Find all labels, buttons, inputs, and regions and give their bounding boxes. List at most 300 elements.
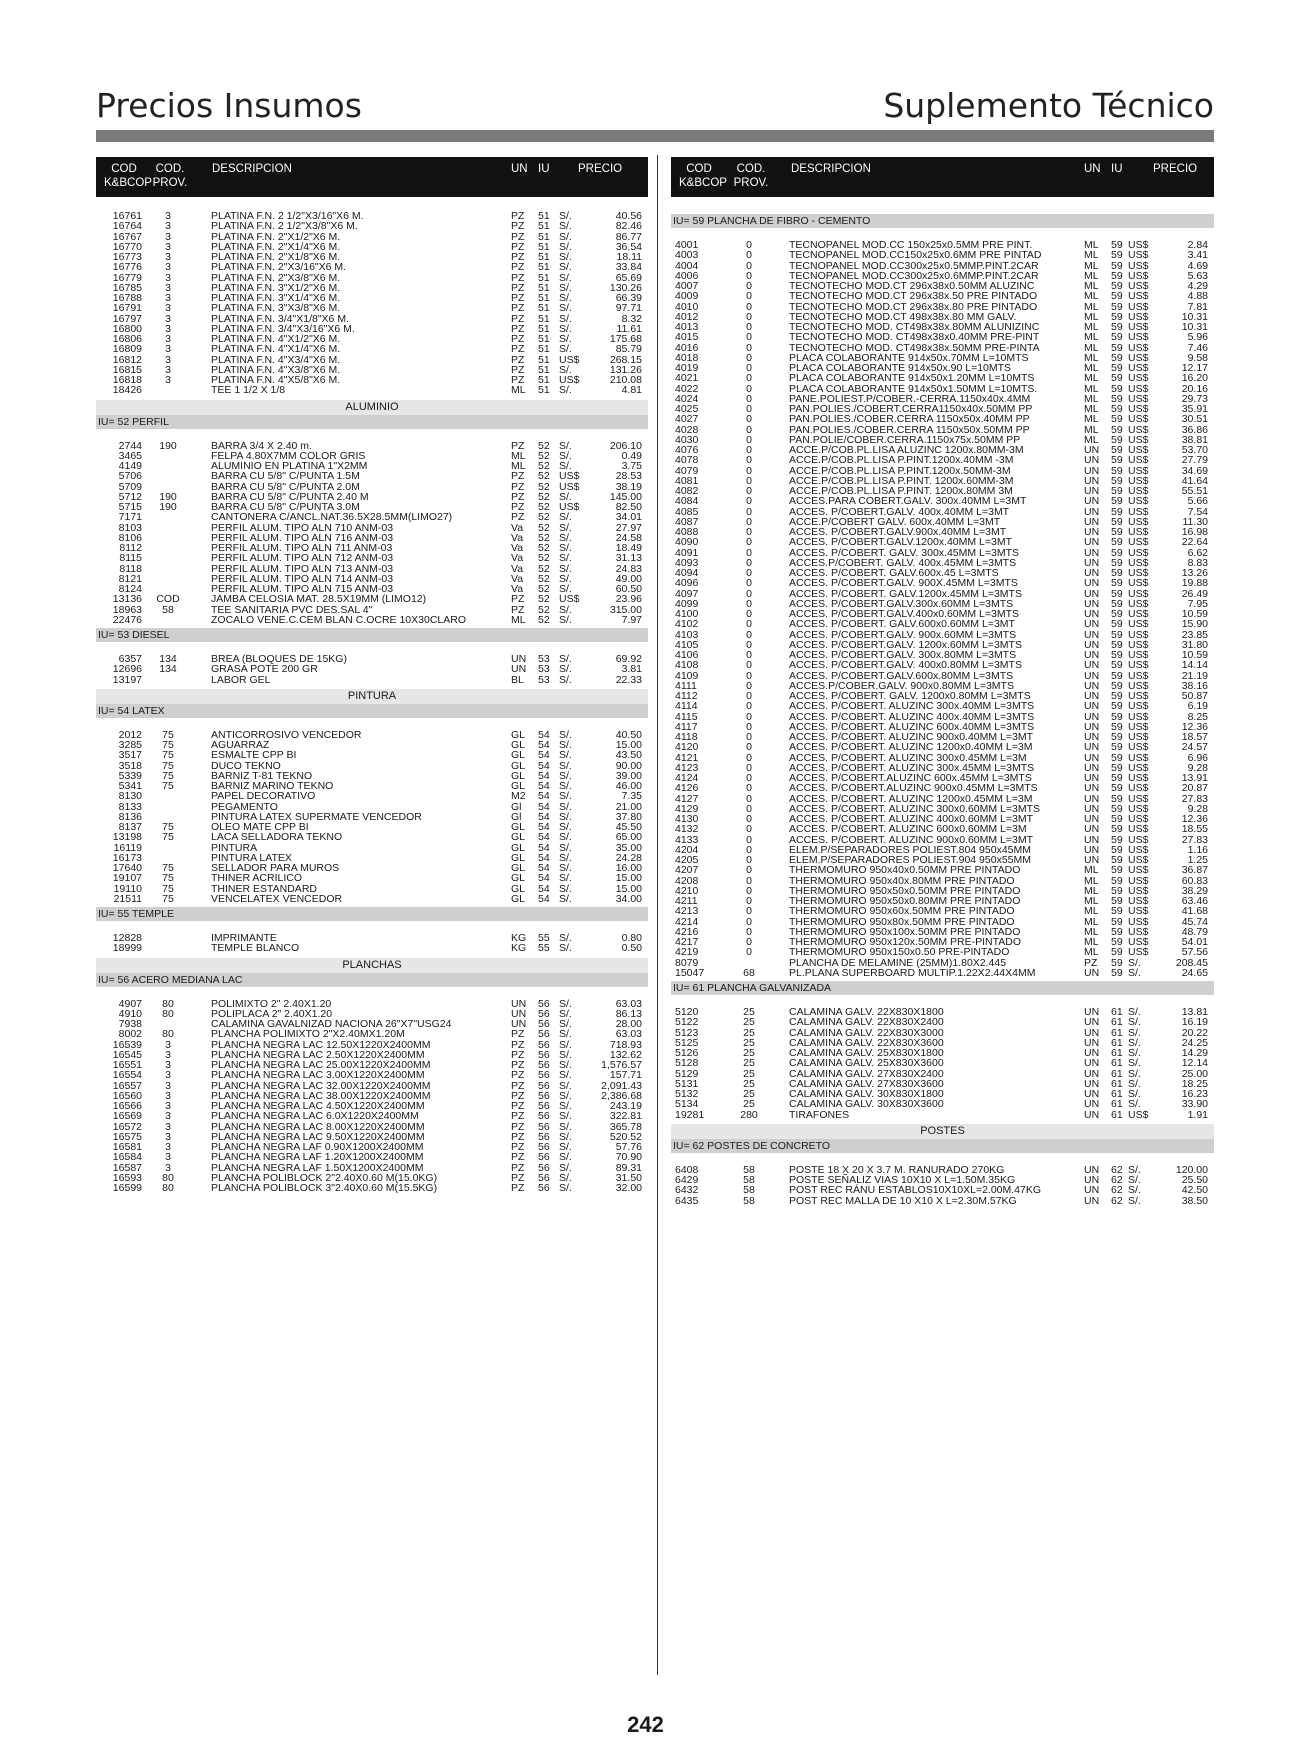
- cell-desc: PINTURA LATEX SUPERMATE VENCEDOR: [211, 810, 422, 823]
- cell-desc: POST REC MALLA DE 10 X10 X L=2.30M.57KG: [789, 1194, 1017, 1207]
- cell-prov: 0: [746, 587, 752, 600]
- cell-price: 322.81: [609, 1110, 642, 1123]
- cell-prov: 0: [746, 884, 752, 897]
- cell-price: 31.13: [615, 552, 642, 565]
- section-band: IU= 52 PERFIL: [96, 415, 648, 429]
- table-row: [671, 537, 1214, 547]
- cell-desc: THERMOMURO 950x50x0.50MM PRE PINTADO: [789, 884, 1021, 897]
- cell-un: UN: [1084, 823, 1100, 836]
- cell-un: UN: [1084, 1088, 1100, 1100]
- cell-cod: 8079: [675, 956, 699, 969]
- cell-prov: 0: [746, 269, 752, 282]
- cell-cod: 2744: [118, 439, 142, 452]
- cell-price: 60.83: [1181, 874, 1208, 887]
- cell-currency: S/.: [559, 780, 572, 792]
- cell-cod: 4076: [675, 444, 699, 456]
- table-row: [96, 675, 648, 685]
- table-row: [96, 594, 648, 604]
- cell-desc: THERMOMURO 950x40x.80MM PRE PINTADO: [789, 874, 1015, 887]
- cell-cod: 4088: [675, 526, 699, 538]
- cell-desc: PERFIL ALUM. TIPO ALN 710 ANM-03: [211, 521, 394, 534]
- cell-iu: 51: [538, 230, 550, 243]
- cell-un: PZ: [511, 490, 525, 503]
- table-header: [96, 157, 648, 197]
- cell-price: 24.57: [1181, 741, 1208, 754]
- cell-price: 46.00: [615, 780, 642, 792]
- cell-prov: 0: [746, 823, 752, 836]
- table-row: [96, 791, 648, 801]
- cell-price: 5.63: [1187, 269, 1208, 282]
- cell-currency: S/.: [559, 333, 572, 345]
- cell-iu: 59: [1111, 433, 1123, 446]
- cell-price: 2,386.68: [601, 1089, 642, 1102]
- cell-iu: 62: [1111, 1163, 1123, 1176]
- cell-price: 40.56: [615, 210, 642, 222]
- cell-cod: 16554: [112, 1069, 142, 1082]
- col-header-cod: COD K&BCOP: [104, 163, 152, 189]
- cell-currency: US$: [1128, 556, 1149, 569]
- cell-price: 15.00: [615, 872, 642, 885]
- cell-iu: 56: [538, 1018, 550, 1030]
- cell-price: 365.78: [609, 1120, 642, 1133]
- cell-price: 55.51: [1181, 485, 1208, 497]
- cell-desc: ACCES. P/COBERT.GALV. 400x0.80MM L=3MTS: [789, 659, 1022, 672]
- cell-price: 0.49: [621, 449, 642, 462]
- cell-currency: S/.: [559, 872, 572, 885]
- cell-prov: 190: [159, 439, 177, 452]
- cell-price: 0.80: [621, 932, 642, 944]
- cell-prov: 0: [746, 331, 752, 344]
- cell-cod: 5129: [675, 1067, 699, 1080]
- cell-un: UN: [1084, 720, 1100, 733]
- cell-iu: 51: [538, 384, 550, 397]
- cell-price: 27.83: [1181, 833, 1208, 846]
- cell-iu: 59: [1111, 536, 1123, 549]
- cell-un: PZ: [511, 1141, 525, 1153]
- cell-iu: 59: [1111, 925, 1123, 938]
- cell-prov: 0: [746, 526, 752, 538]
- cell-iu: 59: [1111, 659, 1123, 672]
- cell-prov: 0: [746, 895, 752, 907]
- cell-currency: S/.: [559, 1100, 572, 1112]
- cell-un: UN: [1084, 843, 1100, 856]
- cell-currency: S/.: [559, 1048, 572, 1061]
- cell-cod: 4091: [675, 546, 699, 559]
- cell-desc: PEGAMENTO: [211, 800, 278, 813]
- cell-iu: 52: [538, 572, 550, 585]
- cell-iu: 59: [1111, 638, 1123, 651]
- cell-currency: S/.: [559, 1079, 572, 1092]
- cell-iu: 52: [538, 511, 550, 524]
- cell-price: 15.90: [1181, 618, 1208, 631]
- cell-desc: THERMOMURO 950x100x.50MM PRE PINTADO: [789, 925, 1021, 938]
- cell-desc: THERMOMURO 950x50x0.80MM PRE PINTADO: [789, 895, 1021, 907]
- cell-price: 27.79: [1181, 454, 1208, 467]
- cell-price: 2,091.43: [601, 1079, 642, 1092]
- cell-price: 5.66: [1187, 495, 1208, 508]
- cell-iu: 59: [1111, 905, 1123, 918]
- cell-prov: 3: [165, 343, 171, 356]
- cell-un: UN: [1084, 782, 1100, 795]
- cell-cod: 4103: [675, 628, 699, 641]
- cell-price: 12.36: [1181, 813, 1208, 825]
- cell-iu: 52: [538, 449, 550, 462]
- cell-prov: 0: [746, 669, 752, 682]
- table-row: [671, 660, 1214, 670]
- cell-iu: 61: [1111, 1036, 1123, 1049]
- cell-desc: PLANCHA NEGRA LAC 38.00X1220X2400MM: [211, 1089, 431, 1102]
- cell-currency: US$: [1128, 936, 1149, 948]
- col-header-iu: IU: [1111, 163, 1123, 175]
- cell-un: ML: [1084, 895, 1099, 907]
- cell-desc: TECNOPANEL MOD.CC300x25x0.5MMP.PINT.2CAR: [789, 259, 1039, 272]
- cell-cod: 21511: [113, 892, 142, 905]
- cell-iu: 59: [1111, 618, 1123, 631]
- col-header-desc: DESCRIPCION: [212, 163, 292, 175]
- cell-un: UN: [1084, 1108, 1100, 1121]
- cell-un: PZ: [511, 1048, 525, 1061]
- cell-un: UN: [1084, 854, 1100, 866]
- cell-prov: 3: [165, 271, 171, 284]
- cell-un: ML: [1084, 392, 1099, 405]
- cell-desc: PLATINA F.N. 4"X1/4"X6 M.: [211, 343, 341, 356]
- cell-price: 6.19: [1187, 700, 1208, 713]
- cell-cod: 16809: [112, 343, 142, 356]
- cell-price: 23.96: [615, 593, 642, 606]
- cell-currency: S/.: [559, 841, 572, 854]
- cell-iu: 59: [1111, 782, 1123, 795]
- cell-un: UN: [1084, 1194, 1100, 1207]
- cell-price: 49.00: [615, 572, 642, 585]
- cell-currency: S/.: [559, 749, 572, 762]
- cell-currency: S/.: [559, 1130, 572, 1143]
- cell-cod: 16818: [112, 374, 142, 386]
- cell-un: UN: [1084, 1067, 1100, 1080]
- cell-desc: PAN.POLIE/COBER.CERRA.1150x75x.50MM PP: [789, 433, 1021, 446]
- cell-cod: 8133: [118, 800, 142, 813]
- cell-desc: ACCES. P/COBERT.GALV.600x.80MM L=3MTS: [789, 669, 1014, 682]
- cell-desc: CALAMINA GALV. 27X830X2400: [789, 1067, 944, 1080]
- cell-iu: 51: [538, 363, 550, 376]
- cell-prov: 3: [165, 292, 171, 304]
- cell-iu: 59: [1111, 751, 1123, 764]
- cell-cod: 4105: [675, 638, 699, 651]
- cell-price: 57.56: [1181, 946, 1208, 959]
- cell-desc: ACCES. P/COBERT. GALV. 300x.45MM L=3MTS: [789, 546, 1020, 559]
- cell-cod: 12696: [112, 663, 142, 676]
- cell-desc: ELEM.P/SEPARADORES POLIEST.904 950x55MM: [789, 854, 1031, 866]
- cell-iu: 56: [538, 1151, 550, 1164]
- cell-prov: 0: [746, 618, 752, 631]
- cell-prov: 25: [743, 1036, 755, 1049]
- cell-un: ML: [1084, 915, 1099, 928]
- cell-price: 20.87: [1181, 782, 1208, 795]
- cell-desc: PERFIL ALUM. TIPO ALN 716 ANM-03: [211, 531, 394, 544]
- cell-iu: 59: [1111, 403, 1123, 415]
- cell-prov: 0: [746, 628, 752, 641]
- cell-desc: CALAMINA GALV. 22X830X3600: [789, 1036, 944, 1049]
- cell-cod: 8121: [118, 572, 142, 585]
- cell-prov: 0: [746, 936, 752, 948]
- cell-iu: 51: [538, 271, 550, 284]
- cell-price: 4.88: [1187, 290, 1208, 303]
- cell-iu: 51: [538, 333, 550, 345]
- cell-un: UN: [1084, 505, 1100, 518]
- cell-cod: 19107: [112, 872, 142, 885]
- cell-prov: 75: [162, 882, 174, 895]
- cell-price: 22.64: [1181, 536, 1208, 549]
- cell-prov: 3: [165, 1069, 171, 1082]
- cell-desc: IMPRIMANTE: [211, 932, 277, 944]
- cell-currency: S/.: [1128, 1057, 1141, 1070]
- header-rule: [96, 130, 1214, 142]
- cell-prov: 0: [746, 454, 752, 467]
- left-table-body: [96, 197, 648, 1193]
- cell-iu: 54: [538, 790, 550, 803]
- cell-prov: 0: [746, 362, 752, 374]
- cell-price: 28.53: [615, 470, 642, 483]
- cell-iu: 59: [1111, 608, 1123, 620]
- cell-prov: 68: [743, 966, 755, 979]
- cell-un: UN: [1084, 690, 1100, 702]
- cell-cod: 4133: [675, 833, 699, 846]
- cell-prov: 3: [165, 1151, 171, 1164]
- cell-currency: US$: [1128, 433, 1149, 446]
- cell-cod: 4087: [675, 515, 699, 528]
- cell-iu: 56: [538, 1007, 550, 1020]
- cell-currency: US$: [1128, 505, 1149, 518]
- cell-cod: 4007: [675, 280, 699, 292]
- table-row: [671, 1058, 1214, 1068]
- cell-iu: 59: [1111, 884, 1123, 897]
- cell-iu: 59: [1111, 567, 1123, 579]
- cell-price: 8.32: [621, 312, 642, 325]
- cell-currency: S/.: [559, 1069, 572, 1082]
- cell-currency: US$: [1128, 690, 1149, 702]
- cell-currency: S/.: [1128, 1047, 1141, 1059]
- cell-currency: US$: [1128, 485, 1149, 497]
- cell-cod: 3285: [118, 739, 142, 751]
- col-header-un: UN: [511, 163, 528, 175]
- cell-price: 45.50: [615, 821, 642, 833]
- cell-iu: 56: [538, 1100, 550, 1112]
- cell-prov: 3: [165, 1120, 171, 1133]
- cell-cod: 8106: [118, 531, 142, 544]
- cell-un: Va: [511, 572, 524, 585]
- cell-price: 31.80: [1181, 638, 1208, 651]
- cell-iu: 55: [538, 942, 550, 955]
- spacer: [671, 197, 1214, 211]
- cell-un: UN: [1084, 1036, 1100, 1049]
- cell-un: ML: [1084, 936, 1099, 948]
- cell-cod: 16587: [112, 1161, 142, 1174]
- cell-prov: 25: [743, 1067, 755, 1080]
- cell-desc: TECNOTECHO MOD.CT 296x38x.80 PRE PINTADO: [789, 300, 1038, 313]
- cell-desc: PLANCHA NEGRA LAC 9.50X1220X2400MM: [211, 1130, 425, 1143]
- table-row: [671, 1185, 1214, 1195]
- cell-un: ML: [511, 449, 526, 462]
- cell-iu: 59: [1111, 895, 1123, 907]
- cell-cod: 16797: [112, 312, 142, 325]
- cell-iu: 59: [1111, 474, 1123, 487]
- cell-price: 145.00: [609, 490, 642, 503]
- cell-desc: ACCES.PARA COBERT.GALV. 300x.40MM L=3MT: [789, 495, 1027, 508]
- cell-cod: 5134: [675, 1098, 699, 1111]
- cell-desc: PINTURA: [211, 841, 258, 854]
- cell-un: UN: [1084, 567, 1100, 579]
- cell-prov: 0: [746, 444, 752, 456]
- cell-desc: PLANCHA POLIBLOCK 3"2.40X0.60 M(15.5KG): [211, 1182, 438, 1194]
- cell-cod: 22476: [112, 613, 142, 626]
- cell-price: 210.08: [609, 374, 642, 386]
- cell-cod: 4100: [675, 608, 699, 620]
- cell-cod: 4216: [675, 925, 699, 938]
- cell-iu: 59: [1111, 956, 1123, 969]
- cell-un: GL: [511, 821, 526, 833]
- cell-prov: 0: [746, 351, 752, 364]
- cell-cod: 16815: [112, 363, 142, 376]
- cell-desc: ACCE.P/COB.PL.LISA P.PINT. 1200x.80MM 3M: [789, 485, 1013, 497]
- cell-iu: 59: [1111, 649, 1123, 661]
- cell-un: GL: [511, 872, 526, 885]
- cell-desc: ACCES. P/COBERT.GALV.300x.60MM L=3MTS: [789, 597, 1014, 610]
- cell-iu: 59: [1111, 874, 1123, 887]
- cell-price: 7.35: [621, 790, 642, 803]
- cell-desc: PERFIL ALUM. TIPO ALN 714 ANM-03: [211, 572, 394, 585]
- cell-currency: S/.: [559, 583, 572, 595]
- cell-cod: 4910: [118, 1007, 142, 1020]
- cell-desc: POSTE SEÑALIZ VIAS 10X10 X L=1.50M.35KG: [789, 1174, 1016, 1186]
- cell-prov: 3: [165, 1130, 171, 1143]
- cell-currency: US$: [1128, 782, 1149, 795]
- cell-price: 1,576.57: [601, 1059, 642, 1071]
- cell-cod: 5715: [118, 501, 142, 513]
- cell-currency: US$: [1128, 567, 1149, 579]
- cell-cod: 4078: [675, 454, 699, 467]
- cell-cod: 3518: [118, 759, 142, 772]
- cell-price: 19.88: [1181, 577, 1208, 590]
- cell-desc: ACCES. P/COBERT.GALV. 300x.80MM L=3MTS: [789, 649, 1017, 661]
- col-header-cod: COD K&BCOP: [679, 163, 727, 189]
- cell-iu: 59: [1111, 372, 1123, 385]
- cell-price: 22.33: [615, 673, 642, 686]
- cell-price: 18.11: [616, 251, 642, 263]
- cell-un: PZ: [511, 1100, 525, 1112]
- cell-cod: 4024: [675, 392, 699, 405]
- cell-prov: 58: [743, 1194, 755, 1207]
- cell-iu: 59: [1111, 864, 1123, 877]
- col-header-desc: DESCRIPCION: [791, 163, 871, 175]
- cell-prov: 75: [162, 749, 174, 762]
- cell-desc: PLATINA F.N. 2"X1/8"X6 M.: [211, 251, 341, 263]
- cell-un: KG: [511, 932, 527, 944]
- cell-un: ML: [1084, 946, 1099, 959]
- cell-currency: S/.: [559, 769, 572, 782]
- cell-desc: PLANCHA POLIBLOCK 2"2.40X0.60 M(15.0KG): [211, 1171, 438, 1184]
- cell-cod: 2012: [118, 728, 142, 741]
- cell-iu: 59: [1111, 423, 1123, 436]
- col-header-iu: IU: [538, 163, 550, 175]
- cell-currency: S/.: [559, 220, 572, 233]
- cell-desc: PAPEL DECORATIVO: [211, 790, 316, 803]
- cell-un: ML: [1084, 351, 1099, 364]
- cell-un: UN: [1084, 669, 1100, 682]
- cell-cod: 4124: [675, 772, 699, 784]
- cell-currency: US$: [1128, 751, 1149, 764]
- cell-iu: 59: [1111, 341, 1123, 354]
- cell-desc: CALAMINA GALV. 22X830X3000: [789, 1026, 944, 1039]
- cell-iu: 59: [1111, 556, 1123, 569]
- cell-currency: S/.: [1128, 1174, 1141, 1186]
- cell-un: UN: [511, 653, 527, 665]
- cell-iu: 56: [538, 1130, 550, 1143]
- cell-price: 131.26: [609, 363, 642, 376]
- cell-prov: 0: [746, 321, 752, 333]
- cell-currency: US$: [1128, 372, 1149, 385]
- cell-iu: 52: [538, 583, 550, 595]
- cell-iu: 51: [538, 251, 550, 263]
- cell-cod: 16557: [112, 1079, 142, 1092]
- cell-desc: PLATINA F.N. 2"X3/16"X6 M.: [211, 261, 347, 274]
- cell-currency: S/.: [559, 942, 572, 955]
- cell-prov: 0: [746, 946, 752, 959]
- cell-price: 120.00: [1175, 1163, 1208, 1176]
- cell-desc: THERMOMURO 950x150x0.50 PRE-PINTADO: [789, 946, 1010, 959]
- cell-un: PZ: [511, 1110, 525, 1123]
- cell-currency: S/.: [559, 322, 572, 335]
- cell-price: 3.81: [621, 663, 642, 676]
- cell-currency: S/.: [559, 1110, 572, 1123]
- section-band: IU= 59 PLANCHA DE FIBRO - CEMENTO: [671, 214, 1214, 228]
- cell-prov: 3: [165, 333, 171, 345]
- cell-desc: CALAMINA GALV. 30X830X3600: [789, 1098, 944, 1111]
- cell-cod: 4121: [675, 751, 699, 764]
- cell-prov: 3: [165, 312, 171, 325]
- cell-iu: 59: [1111, 946, 1123, 959]
- cell-desc: PERFIL ALUM. TIPO ALN 711 ANM-03: [211, 542, 393, 554]
- table-row: [96, 553, 648, 563]
- cell-currency: US$: [1128, 905, 1149, 918]
- cell-un: ML: [511, 384, 526, 397]
- cell-currency: S/.: [1128, 1067, 1141, 1080]
- cell-currency: US$: [1128, 628, 1149, 641]
- cell-iu: 51: [538, 261, 550, 274]
- cell-price: 7.97: [621, 613, 642, 626]
- cell-price: 8.25: [1187, 710, 1208, 723]
- cell-cod: 4006: [675, 269, 699, 282]
- cell-iu: 59: [1111, 587, 1123, 600]
- cell-currency: US$: [1128, 444, 1149, 456]
- cell-price: 82.46: [615, 220, 642, 233]
- cell-prov: 75: [162, 872, 174, 885]
- cell-price: 268.15: [609, 353, 642, 366]
- cell-price: 38.16: [1181, 679, 1208, 692]
- cell-desc: ACCE.P/COB.PL.LISA P.PINT.1200x.40MM -3M: [789, 454, 1014, 467]
- cell-iu: 56: [538, 1182, 550, 1194]
- cell-cod: 16584: [112, 1151, 142, 1164]
- cell-cod: 13197: [112, 673, 142, 686]
- cell-iu: 56: [538, 1161, 550, 1174]
- cell-iu: 59: [1111, 966, 1123, 979]
- cell-cod: 16767: [112, 230, 142, 243]
- cell-un: GL: [511, 780, 526, 792]
- cell-iu: 56: [538, 1120, 550, 1133]
- cell-prov: 0: [746, 413, 752, 426]
- section-title: PLANCHAS: [96, 958, 648, 973]
- cell-prov: 0: [746, 802, 752, 815]
- cell-prov: 0: [746, 310, 752, 323]
- cell-cod: 4907: [118, 997, 142, 1010]
